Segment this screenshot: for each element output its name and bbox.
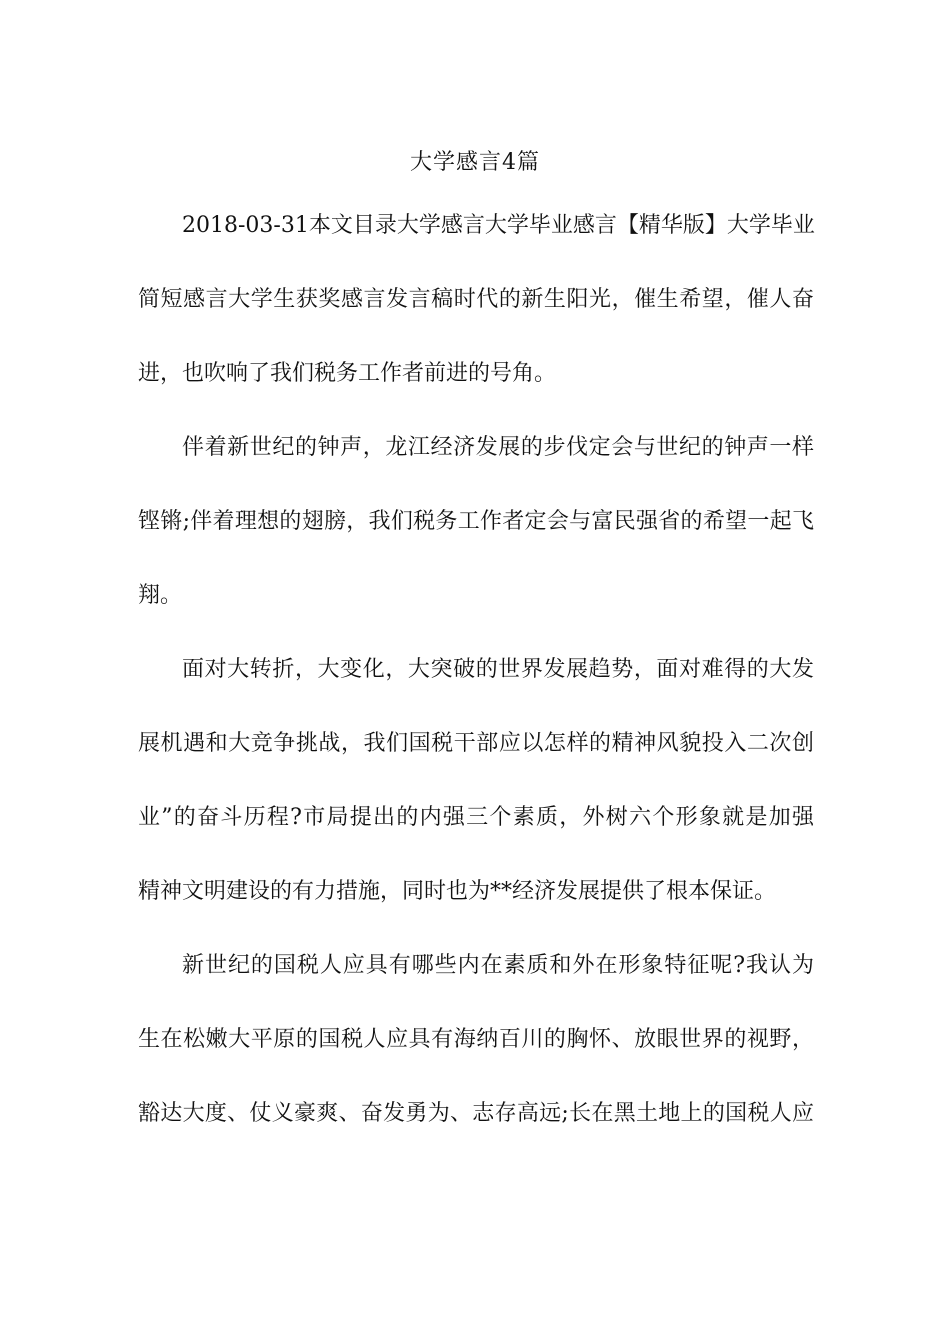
paragraph-line: 进，也吹响了我们税务工作者前进的号角。 <box>138 361 557 386</box>
paragraph-line: 新世纪的国税人应具有哪些内在素质和外在形象特征呢?我认为 <box>182 953 814 978</box>
paragraph-line: 豁达大度、仗义豪爽、奋发勇为、志存高远;长在黑土地上的国税人应 <box>138 1101 814 1126</box>
paragraph-line: 业”的奋斗历程?市局提出的内强三个素质，外树六个形象就是加强 <box>138 805 814 830</box>
paragraph-line: 生在松嫩大平原的国税人应具有海纳百川的胸怀、放眼世界的视野， <box>138 1027 814 1052</box>
paragraph-line: 铿锵;伴着理想的翅膀，我们税务工作者定会与富民强省的希望一起飞 <box>138 509 814 534</box>
paragraph-line: 翔。 <box>138 583 183 608</box>
document-body <box>138 208 814 1170</box>
paragraph-line: 精神文明建设的有力措施，同时也为**经济发展提供了根本保证。 <box>138 879 777 904</box>
paragraph-line: 面对大转折，大变化，大突破的世界发展趋势，面对难得的大发 <box>182 657 814 682</box>
paragraph-line: 伴着新世纪的钟声，龙江经济发展的步伐定会与世纪的钟声一样 <box>182 435 814 460</box>
document-title: 大学感言4篇 <box>410 150 540 175</box>
paragraph-line: 简短感言大学生获奖感言发言稿时代的新生阳光，催生希望，催人奋 <box>138 287 814 312</box>
paragraph-line: 展机遇和大竞争挑战，我们国税干部应以怎样的精神风貌投入二次创 <box>138 731 814 756</box>
paragraph-line: 2018-03-31本文目录大学感言大学毕业感言【精华版】大学毕业 <box>182 213 815 238</box>
